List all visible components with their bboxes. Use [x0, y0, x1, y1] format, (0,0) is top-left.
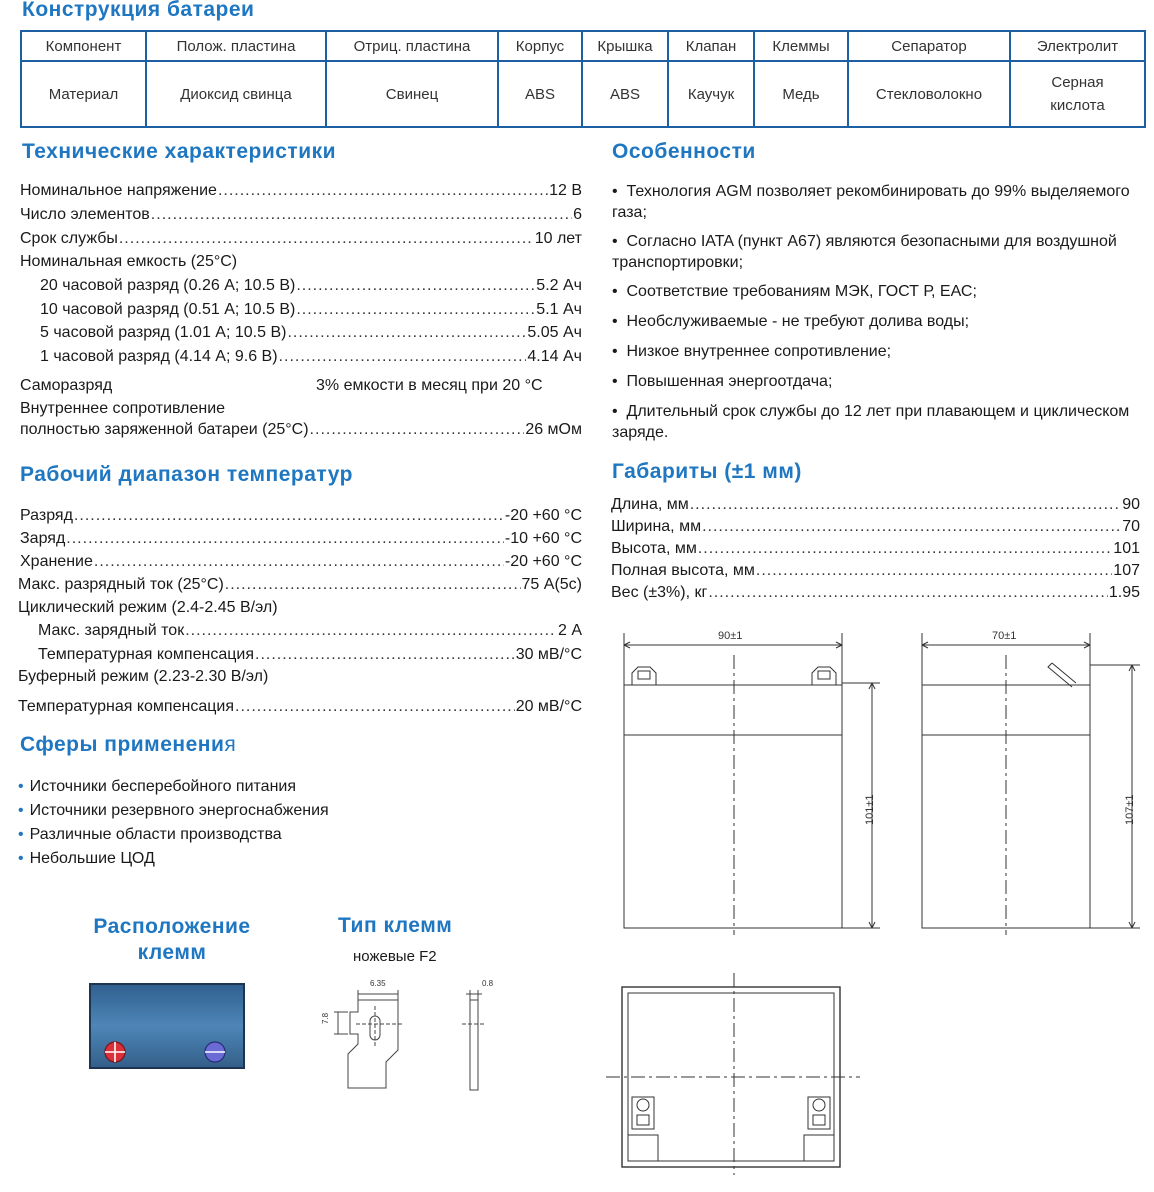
spec-capacity-20h: 20 часовой разряд (0.26 А; 10.5 В) ..... 5.2 Ач — [40, 275, 582, 297]
table-header: Крышка — [582, 31, 668, 61]
dimensions-title: Габариты (±1 мм) — [612, 460, 802, 483]
table-header: Отриц. пластина — [326, 31, 498, 61]
list-item: • Небольшие ЦОД — [18, 850, 155, 867]
list-item: • Технология AGM позволяет рекомбинировать до 99% выделяемого газа; — [612, 183, 1130, 221]
capacity-title: Номинальная емкость (25°С) — [20, 253, 238, 270]
terminal-layout-title: Расположение клемм — [93, 915, 251, 964]
dim-length: Длина, мм ..... 90 — [611, 494, 1140, 516]
tech-title: Технические характеристики — [22, 140, 337, 163]
construction-table — [20, 30, 1146, 128]
list-item: • Длительный срок службы до 12 лет при плавающем и циклическом заряде. — [612, 403, 1130, 441]
table-header: Корпус — [498, 31, 582, 61]
table-cell: ABS — [498, 61, 582, 127]
spec-internal-resistance: полностью заряженной батареи (25°С) ..... 26 мОм — [20, 419, 582, 441]
spec-charge-temp: Заряд ..... -10 +60 °С — [20, 528, 582, 550]
applications-title: Сферы применения — [20, 733, 237, 756]
negative-terminal-icon — [205, 1042, 225, 1062]
table-header: Электролит — [1010, 31, 1145, 61]
table-header: Компонент — [21, 31, 146, 61]
spec-nominal-voltage: Номинальное напряжение ..... 12 В — [20, 180, 582, 202]
spec-service-life: Срок службы ..... 10 лет — [20, 228, 582, 250]
table-cell: Медь — [754, 61, 848, 127]
spec-temp-comp-cyclic: Температурная компенсация ..... 30 мВ/°С — [38, 644, 582, 666]
list-item: • Источники бесперебойного питания — [18, 778, 297, 795]
table-cell: Каучук — [668, 61, 754, 127]
spec-max-charge-current: Макс. зарядный ток ..... 2 А — [38, 620, 582, 642]
internal-resistance-line1: Внутреннее сопротивление — [20, 400, 226, 417]
list-item: • Необслуживаемые - не требуют долива воды; — [612, 313, 970, 330]
terminal-layout-diagram — [88, 982, 248, 1072]
list-item: • Повышенная энергоотдача; — [612, 373, 833, 390]
terminal-type-title: Тип клемм — [338, 914, 453, 937]
temperature-title: Рабочий диапазон температур — [20, 463, 353, 486]
spec-cells: Число элементов ..... 6 — [20, 204, 582, 226]
spec-storage-temp: Хранение ..... -20 +60 °С — [20, 551, 582, 573]
spec-temp-comp-buffer: Температурная компенсация ..... 20 мВ/°С — [18, 696, 582, 718]
dim-height: Высота, мм ..... 101 — [611, 538, 1140, 560]
terminal-dim-thickness: 0.8 — [482, 979, 494, 988]
table-cell: Стекловолокно — [848, 61, 1010, 127]
cyclic-mode: Циклический режим (2.4-2.45 В/эл) — [18, 599, 278, 616]
list-item: • Согласно IATA (пункт А67) являются безопасными для воздушной транспортировки; — [612, 233, 1117, 271]
table-cell: Материал — [21, 61, 146, 127]
table-cell: Серная кислота — [1010, 61, 1145, 127]
dim-weight: Вес (±3%), кг ..... 1.95 — [611, 582, 1140, 604]
list-item: • Низкое внутреннее сопротивление; — [612, 343, 892, 360]
terminal-type-subtitle: ножевые F2 — [353, 948, 437, 965]
features-title: Особенности — [612, 140, 756, 163]
dim-total-height: Полная высота, мм ..... 107 — [611, 560, 1140, 582]
spec-max-discharge-current: Макс. разрядный ток (25°С) ..... 75 А(5с) — [18, 574, 582, 596]
drawing-side-height: 107±1 — [1124, 794, 1136, 825]
spec-discharge-temp: Разряд ..... -20 +60 °С — [20, 505, 582, 527]
list-item: • Источники резервного энергоснабжения — [18, 802, 329, 819]
terminal-dim-width: 6.35 — [370, 979, 386, 988]
list-item: • Соответствие требованиям МЭК, ГОСТ Р, ЕАС; — [612, 283, 977, 300]
table-cell: Свинец — [326, 61, 498, 127]
table-header: Клеммы — [754, 31, 848, 61]
self-discharge-value: 3% емкости в месяц при 20 °С — [316, 377, 543, 394]
table-cell: Диоксид свинца — [146, 61, 326, 127]
drawing-front-height: 101±1 — [864, 794, 876, 825]
list-item: • Различные области производства — [18, 826, 282, 843]
spec-capacity-5h: 5 часовой разряд (1.01 А; 10.5 В) ..... 5.05 Ач — [40, 322, 582, 344]
dim-width: Ширина, мм ..... 70 — [611, 516, 1140, 538]
drawing-side-width: 70±1 — [992, 630, 1017, 642]
terminal-dim-height: 7.8 — [321, 1012, 330, 1024]
construction-title: Конструкция батареи — [22, 0, 255, 21]
table-cell: ABS — [582, 61, 668, 127]
spec-capacity-1h: 1 часовой разряд (4.14 А; 9.6 В) ..... 4.14 Ач — [40, 346, 582, 368]
table-header: Полож. пластина — [146, 31, 326, 61]
spec-capacity-10h: 10 часовой разряд (0.51 А; 10.5 В) ..... 5.1 Ач — [40, 299, 582, 321]
table-header: Сепаратор — [848, 31, 1010, 61]
self-discharge-label: Саморазряд — [20, 377, 113, 394]
terminal-drawing — [310, 972, 500, 1100]
drawing-front-width: 90±1 — [718, 630, 743, 642]
battery-drawing — [600, 615, 1150, 1175]
buffer-mode: Буферный режим (2.23-2.30 В/эл) — [18, 668, 269, 685]
table-header: Клапан — [668, 31, 754, 61]
positive-terminal-icon — [105, 1042, 125, 1062]
